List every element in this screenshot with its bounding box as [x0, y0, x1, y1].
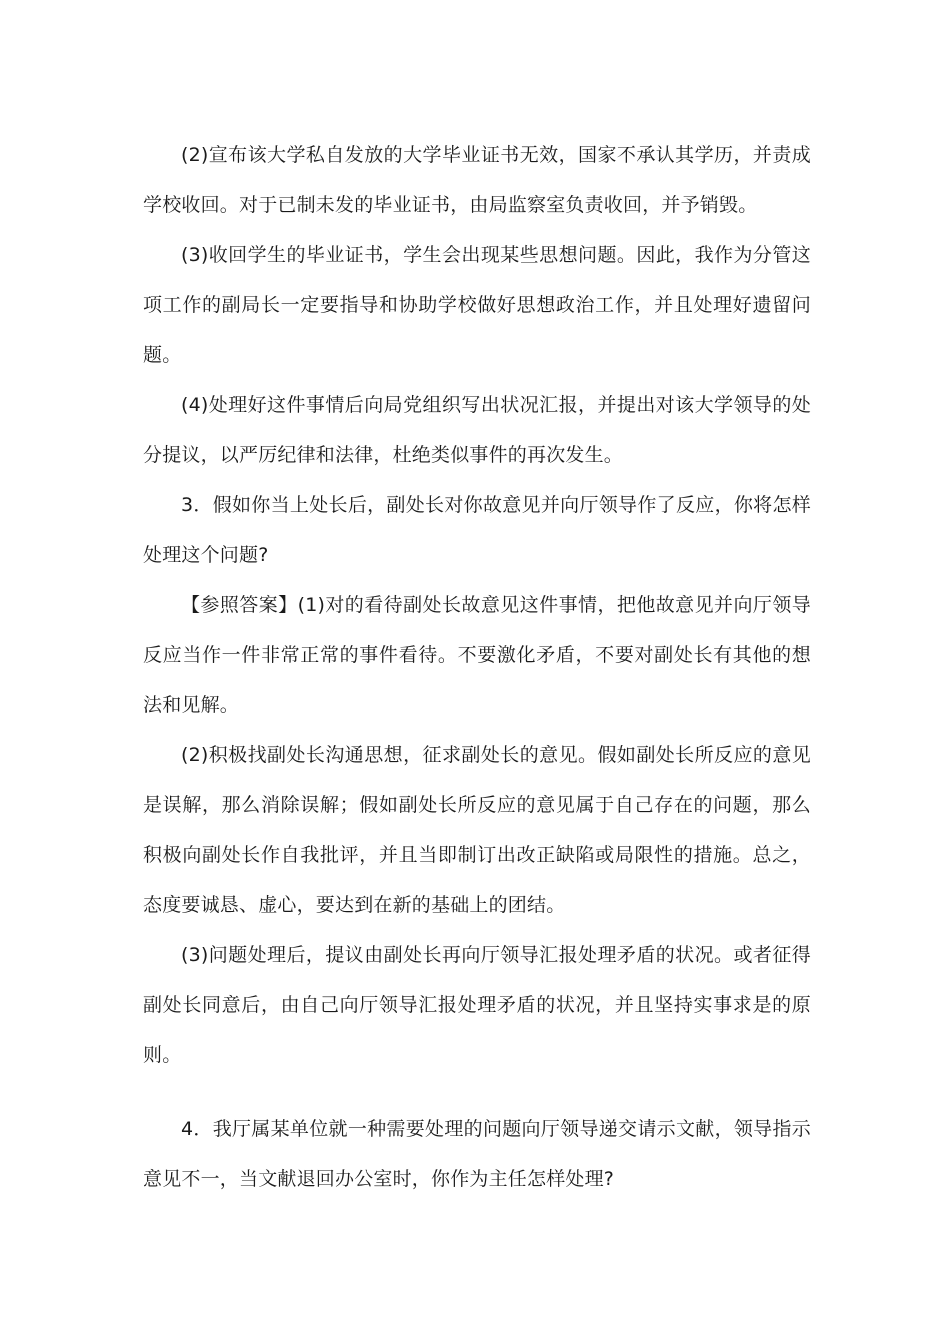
document-body — [143, 130, 811, 1204]
answer-3-point-2: (2)积极找副处长沟通思想，征求副处长的意见。假如副处长所反应的意见是误解，那么消除误解；假如副处长所反应的意见属于自己存在的问题，那么积极向副处长作自我批评，并且当即制订出改正缺陷或局限性的措施。总之，态度要诚恳、虚心，要达到在新的基础上的团结。 — [143, 744, 811, 916]
paragraph-student-work: (3)收回学生的毕业证书，学生会出现某些思想问题。因此，我作为分管这项工作的副局长一定要指导和协助学校做好思想政治工作，并且处理好遗留问题。 — [143, 244, 811, 366]
answer-3-point-3: (3)问题处理后，提议由副处长再向厅领导汇报处理矛盾的状况。或者征得副处长同意后，由自己向厅领导汇报处理矛盾的状况，并且坚持实事求是的原则。 — [143, 944, 811, 1066]
paragraph-revoke-diplomas: (2)宣布该大学私自发放的大学毕业证书无效，国家不承认其学历，并责成学校收回。对于已制未发的毕业证书，由局监察室负责收回，并予销毁。 — [143, 144, 811, 216]
paragraph-spacer — [143, 1080, 811, 1104]
question-4: 4．我厅属某单位就一种需要处理的问题向厅领导递交请示文献，领导指示意见不一，当文献退回办公室时，你作为主任怎样处理? — [143, 1118, 811, 1190]
paragraph-report-to-party: (4)处理好这件事情后向局党组织写出状况汇报，并提出对该大学领导的处分提议，以严厉纪律和法律，杜绝类似事件的再次发生。 — [143, 394, 811, 466]
question-3: 3．假如你当上处长后，副处长对你故意见并向厅领导作了反应，你将怎样处理这个问题? — [143, 494, 811, 566]
answer-3-point-1: 【参照答案】(1)对的看待副处长故意见这件事情，把他故意见并向厅领导反应当作一件非常正常的事件看待。不要激化矛盾，不要对副处长有其他的想法和见解。 — [143, 594, 811, 716]
